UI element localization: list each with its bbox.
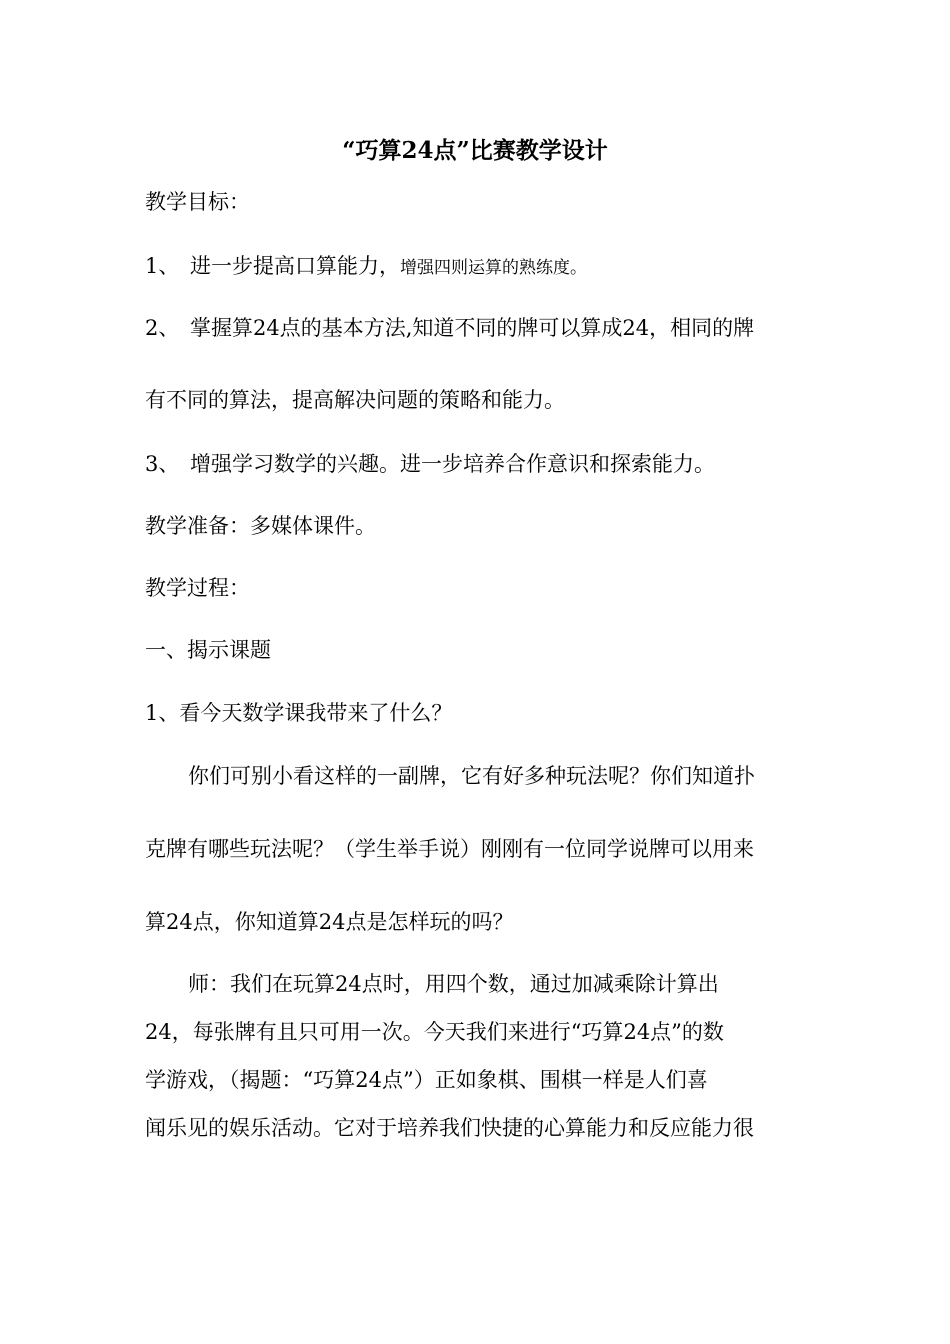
objective-2-line-1 <box>145 314 754 342</box>
paragraph-two-line-1: 师：我们在玩算24点时，用四个数，通过加减乘除计算出 <box>188 972 719 996</box>
process-heading: 教学过程： <box>145 576 250 600</box>
objective-1-text-a: 进一步提高口算能力， <box>190 254 400 278</box>
objective-2-text-1: 掌握算24点的基本方法,知道不同的牌可以算成24，相同的牌 <box>190 316 755 340</box>
paragraph-one-line-2: 克牌有哪些玩法呢？（学生举手说）刚刚有一位同学说牌可以用来 <box>145 837 754 861</box>
paragraph-one-line-3: 算24点，你知道算24点是怎样玩的吗？ <box>145 910 514 934</box>
objective-2-number: 2、 <box>145 316 180 340</box>
section-one-heading: 一、揭示课题 <box>145 638 271 662</box>
paragraph-one-line-1: 你们可别小看这样的一副牌，它有好多种玩法呢？你们知道扑 <box>188 764 755 788</box>
preparation: 教学准备：多媒体课件。 <box>145 514 376 538</box>
objective-1-number: 1、 <box>145 254 180 278</box>
objective-3-text: 增强学习数学的兴趣。进一步培养合作意识和探索能力。 <box>190 452 715 476</box>
document-title: “巧算24点”比赛教学设计 <box>342 137 608 164</box>
objective-1 <box>145 252 587 282</box>
objective-2-line-2: 有不同的算法，提高解决问题的策略和能力。 <box>145 388 565 412</box>
objective-1-text-b: 增强四则运算的熟练度。 <box>400 258 587 278</box>
objectives-heading: 教学目标： <box>145 190 250 214</box>
objective-3-number: 3、 <box>145 452 180 476</box>
paragraph-two-line-2: 24，每张牌有且只可用一次。今天我们来进行“巧算24点”的数 <box>145 1020 724 1044</box>
paragraph-two-line-3: 学游戏，（揭题：“巧算24点”）正如象棋、围棋一样是人们喜 <box>145 1068 708 1092</box>
step-one: 1、看今天数学课我带来了什么？ <box>145 701 453 725</box>
objective-3 <box>145 450 715 478</box>
paragraph-two-line-4: 闻乐见的娱乐活动。它对于培养我们快捷的心算能力和反应能力很 <box>145 1116 754 1140</box>
